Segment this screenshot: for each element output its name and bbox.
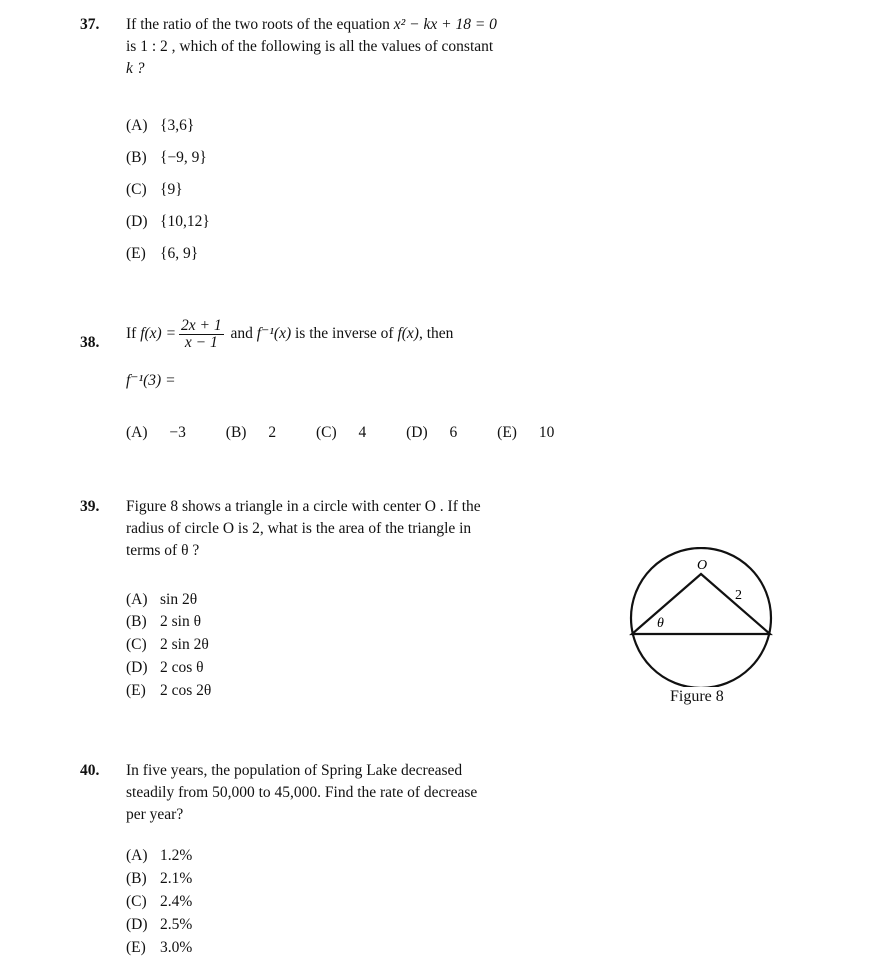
choice-40-b[interactable]: (B) 2.1% [126, 870, 193, 887]
choice-40-d[interactable]: (D) 2.5% [126, 916, 193, 933]
question-38-expression: f⁻¹(3) = [126, 372, 176, 389]
choice-38-b[interactable]: (B) 2 [225, 424, 277, 441]
question-number: 38. [80, 334, 100, 351]
choice-40-e[interactable]: (E) 3.0% [126, 939, 193, 956]
choice-37-a[interactable]: (A) {3,6} [126, 117, 195, 134]
question-stem: Figure 8 shows a triangle in a circle with center O . If the radius of circle O is 2, what is the area of the triangle in terms of θ ? [126, 498, 481, 559]
radius-label: 2 [735, 588, 742, 603]
choice-38-c[interactable]: (C) 4 [315, 424, 367, 441]
figure-8-diagram [617, 547, 797, 687]
figure-caption: Figure 8 [670, 688, 724, 705]
choice-38-d[interactable]: (D) 6 [406, 424, 458, 441]
question-37 [80, 14, 560, 80]
question-stem: In five years, the population of Spring Lake decreased steadily from 50,000 to 45,000. Find the rate of decrease per year? [126, 762, 478, 823]
center-label: O [697, 558, 708, 573]
angle-label: θ [657, 616, 664, 631]
choice-38-e[interactable]: (E) 10 [497, 424, 555, 441]
question-stem: If f(x) = $\frac{2x + 1}{x - 1}$ and f⁻¹(x) is the inverse of f(x), then [126, 317, 454, 351]
choice-39-e[interactable]: (E) 2 cos 2θ [126, 682, 212, 699]
choice-37-d[interactable]: (D) {10,12} [126, 213, 210, 230]
choice-38-a[interactable]: (A) −3 [126, 424, 186, 441]
question-39 [80, 496, 560, 562]
question-number: 40. [80, 762, 100, 779]
question-number: 39. [80, 498, 100, 515]
fraction: $\frac{2x + 1}{x - 1}$ [181, 317, 222, 351]
triangle [632, 574, 770, 634]
question-38 [80, 318, 580, 351]
choice-39-d[interactable]: (D) 2 cos θ [126, 659, 204, 676]
choices-38 [126, 424, 590, 442]
choice-40-c[interactable]: (C) 2.4% [126, 893, 193, 910]
choice-37-e[interactable]: (E) {6, 9} [126, 245, 199, 262]
choice-37-b[interactable]: (B) {−9, 9} [126, 149, 207, 166]
choice-39-c[interactable]: (C) 2 sin 2θ [126, 636, 209, 653]
choice-39-b[interactable]: (B) 2 sin θ [126, 613, 202, 630]
choice-39-a[interactable]: (A) sin 2θ [126, 591, 198, 608]
question-number: 37. [80, 16, 100, 33]
choice-37-c[interactable]: (C) {9} [126, 181, 183, 198]
equation: x² − kx + 18 = 0 [393, 16, 497, 33]
question-40 [80, 760, 560, 826]
question-stem: If the ratio of the two roots of the equation x² − kx + 18 = 0 is 1 : 2 , which of the following is all the values of constant k ? [126, 16, 497, 77]
choice-40-a[interactable]: (A) 1.2% [126, 847, 193, 864]
